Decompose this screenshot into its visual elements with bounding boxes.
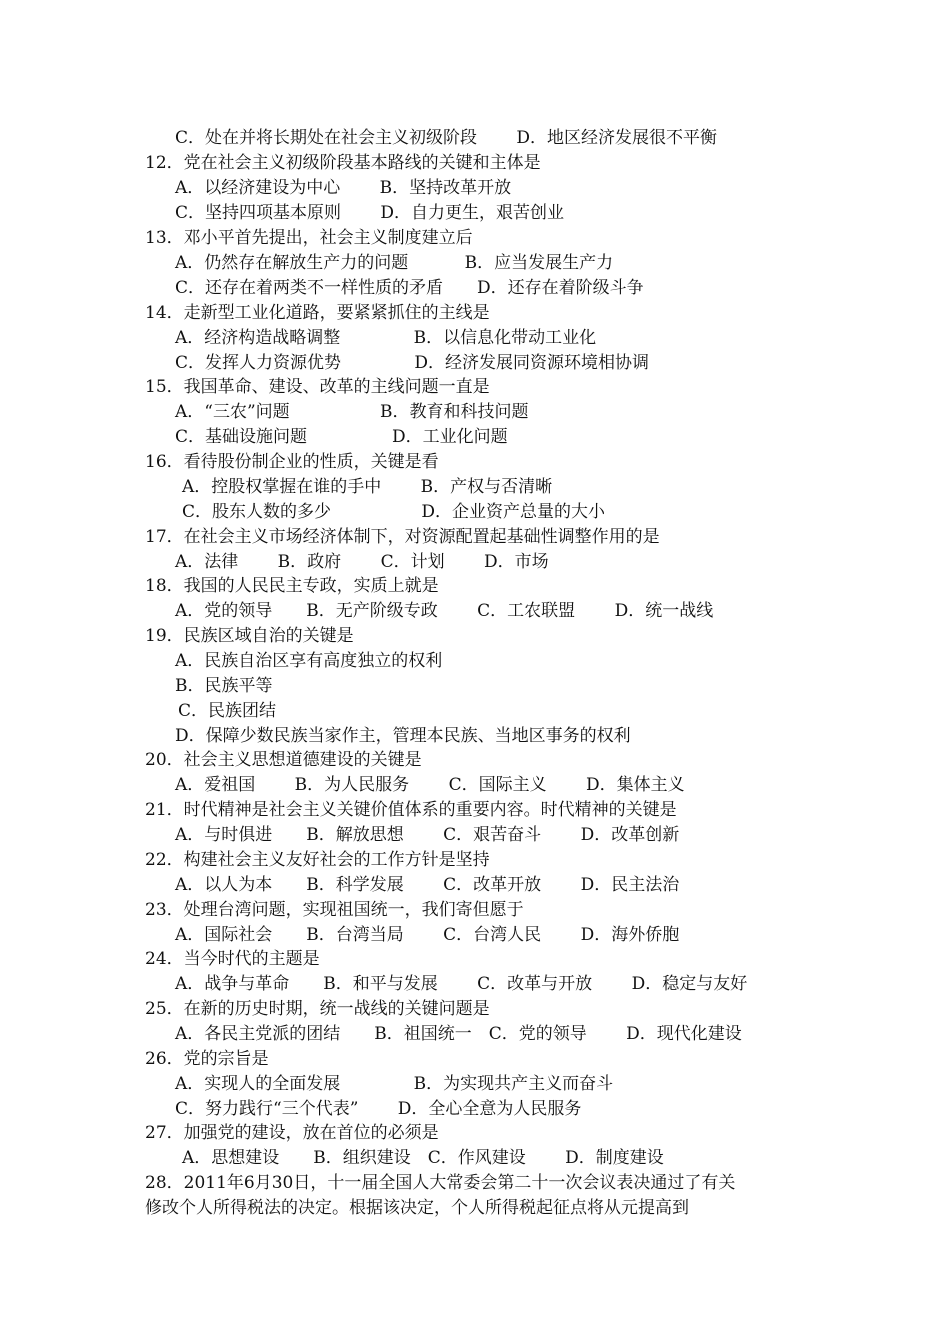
question-15: 15．我国革命、建设、改革的主线问题一直是 [145,377,490,397]
option-line: C．基础设施问题 D．工业化问题 [175,427,508,447]
question-24: 24．当今时代的主题是 [145,949,320,969]
question-27: 27．加强党的建设，放在首位的必须是 [145,1123,439,1143]
question-20: 20．社会主义思想道德建设的关键是 [145,750,422,770]
question-26: 26．党的宗旨是 [145,1049,269,1069]
question-28: 28．2011年6月30日，十一届全国人大常委会第二十一次会议表决通过了有关 [145,1173,736,1193]
option-line: A．以人为本 B．科学发展 C．改革开放 D．民主法治 [175,875,680,895]
option-line: C．发挥人力资源优势 D．经济发展同资源环境相协调 [175,353,650,373]
option-line: A．控股权掌握在谁的手中 B．产权与否清晰 [182,477,553,497]
option-line: A．“三农”问题 B．教育和科技问题 [175,402,529,422]
option-line: C．股东人数的多少 D．企业资产总量的大小 [182,502,606,522]
option-line: A．与时俱进 B．解放思想 C．艰苦奋斗 D．改革创新 [175,825,680,845]
question-21: 21．时代精神是社会主义关键价值体系的重要内容。时代精神的关键是 [145,800,677,820]
question-13: 13．邓小平首先提出，社会主义制度建立后 [145,228,473,248]
option-line: A．民族自治区享有高度独立的权利 [175,651,443,671]
option-line: A．爱祖国 B．为人民服务 C．国际主义 D．集体主义 [175,775,685,795]
question-19: 19．民族区域自治的关键是 [145,626,354,646]
option-line: A．国际社会 B．台湾当局 C．台湾人民 D．海外侨胞 [175,925,680,945]
question-22: 22．构建社会主义友好社会的工作方针是坚持 [145,850,490,870]
option-line: A．仍然存在解放生产力的问题 B．应当发展生产力 [175,253,614,273]
option-line: C．还存在着两类不一样性质的矛盾 D．还存在着阶级斗争 [175,278,644,298]
option-line: C．民族团结 [178,701,277,721]
option-line: A．党的领导 B．无产阶级专政 C．工农联盟 D．统一战线 [175,601,714,621]
option-line: C．努力践行“三个代表” D．全心全意为人民服务 [175,1099,582,1119]
option-line: D．保障少数民族当家作主，管理本民族、当地区事务的权利 [175,726,631,746]
question-14: 14．走新型工业化道路，要紧紧抓住的主线是 [145,303,490,323]
question-17: 17．在社会主义市场经济体制下，对资源配置起基础性调整作用的是 [145,527,660,547]
question-25: 25．在新的历史时期，统一战线的关键问题是 [145,999,490,1019]
question-16: 16．看待股份制企业的性质，关键是看 [145,452,439,472]
question-23: 23．处理台湾问题，实现祖国统一，我们寄但愿于 [145,900,524,920]
option-line: C．处在并将长期处在社会主义初级阶段 D．地区经济发展很不平衡 [175,128,718,148]
option-line: A．经济构造战略调整 B．以信息化带动工业化 [175,328,597,348]
option-line: A．以经济建设为中心 B．坚持改革开放 [175,178,512,198]
option-line: C．坚持四项基本原则 D．自力更生，艰苦创业 [175,203,565,223]
option-line: A．思想建设 B．组织建设 C．作风建设 D．制度建设 [182,1148,664,1168]
option-line: A．各民主党派的团结 B．祖国统一 C．党的领导 D．现代化建设 [175,1024,742,1044]
option-line: A．实现人的全面发展 B．为实现共产主义而奋斗 [175,1074,614,1094]
question-12: 12．党在社会主义初级阶段基本路线的关键和主体是 [145,153,541,173]
question-28-continued: 修改个人所得税法的决定。根据该决定，个人所得税起征点将从元提高到 [145,1198,689,1218]
option-line: A．法律 B．政府 C．计划 D．市场 [175,552,549,572]
option-line: B．民族平等 [175,676,273,696]
option-line: A．战争与革命 B．和平与发展 C．改革与开放 D．稳定与友好 [175,974,748,994]
question-18: 18．我国的人民民主专政，实质上就是 [145,576,439,596]
